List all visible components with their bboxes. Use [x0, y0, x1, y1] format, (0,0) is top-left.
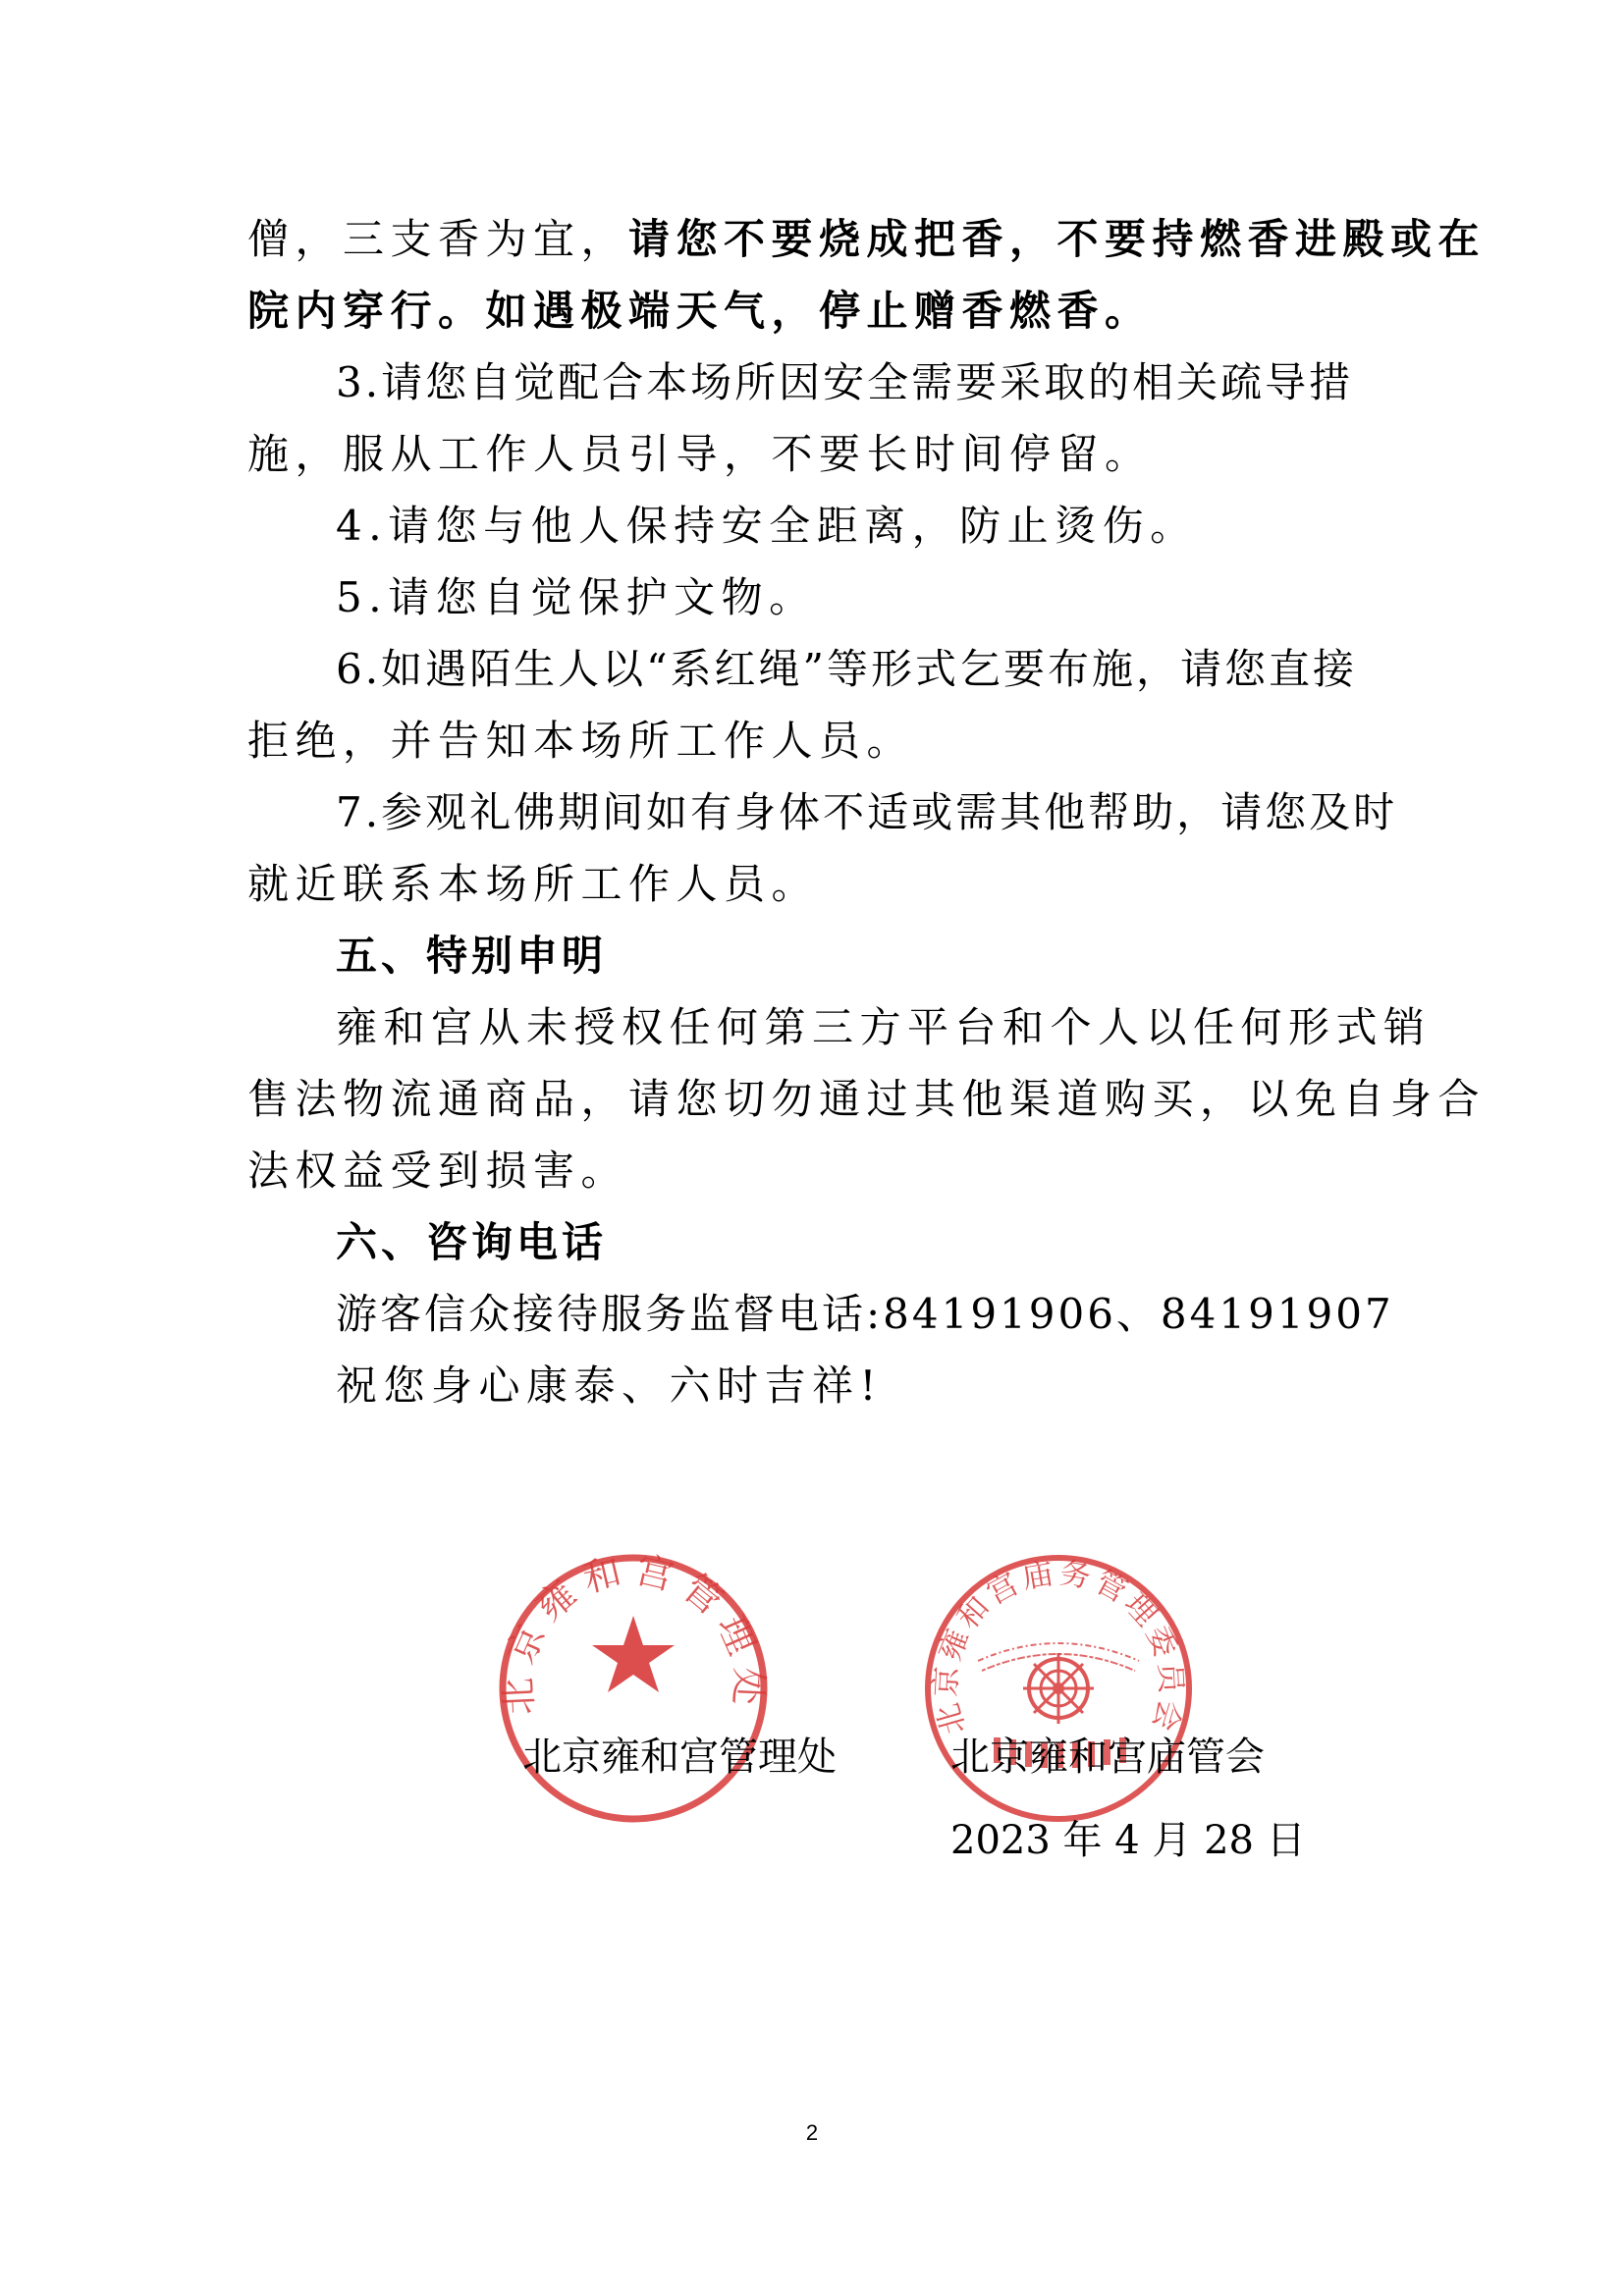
- item-7-line-1: 7.参观礼佛期间如有身体不适或需其他帮助，请您及时: [336, 788, 1398, 836]
- item-4: 4.请您与他人保持安全距离，防止烫伤。: [336, 502, 1198, 550]
- signature-org-1: 北京雍和宫管理处: [522, 1735, 837, 1780]
- star-icon: [592, 1616, 675, 1692]
- body-line-1-bold: 请您不要烧成把香，不要持燃香进殿或在: [628, 215, 1487, 263]
- item-7-line-2: 就近联系本场所工作人员。: [247, 860, 820, 908]
- body-line-2: 院内穿行。如遇极端天气，停止赠香燃香。: [247, 287, 1153, 335]
- phone-line: 游客信众接待服务监督电话:84191906、84191907: [336, 1290, 1394, 1338]
- body-line-1: [247, 204, 1487, 275]
- page-number: 2: [805, 2120, 819, 2145]
- closing-line: 祝您身心康泰、六时吉祥!: [336, 1362, 883, 1410]
- section-6-heading: 六、咨询电话: [336, 1218, 608, 1266]
- body-line-1-normal: 僧，三支香为宜，: [247, 215, 629, 263]
- signature-date: 2023 年 4 月 28 日: [950, 1818, 1306, 1863]
- section-5-para-line-2: 售法物流通商品，请您切勿通过其他渠道购买，以免自身合: [247, 1075, 1487, 1123]
- dharma-wheel-icon: [1023, 1653, 1094, 1724]
- item-5: 5.请您自觉保护文物。: [336, 573, 817, 621]
- item-3-line-1: 3.请您自觉配合本场所因安全需要采取的相关疏导措: [336, 358, 1354, 406]
- seal-2-text: 北京雍和宫庙务管理委员会: [928, 1555, 1189, 1739]
- section-5-heading: 五、特别申明: [336, 932, 608, 980]
- signature-org-2: 北京雍和宫庙管会: [950, 1735, 1265, 1780]
- item-6-line-2: 拒绝，并告知本场所工作人员。: [247, 717, 915, 765]
- item-3-line-2: 施，服从工作人员引导，不要长时间停留。: [247, 430, 1153, 478]
- section-5-para-line-3: 法权益受到损害。: [247, 1147, 629, 1195]
- section-5-para-line-1: 雍和宫从未授权任何第三方平台和个人以任何形式销: [336, 1003, 1432, 1051]
- seal-1-text: 北京雍和宫管理处: [496, 1551, 771, 1716]
- item-6-line-1: 6.如遇陌生人以“系红绳”等形式乞要布施，请您直接: [336, 645, 1358, 693]
